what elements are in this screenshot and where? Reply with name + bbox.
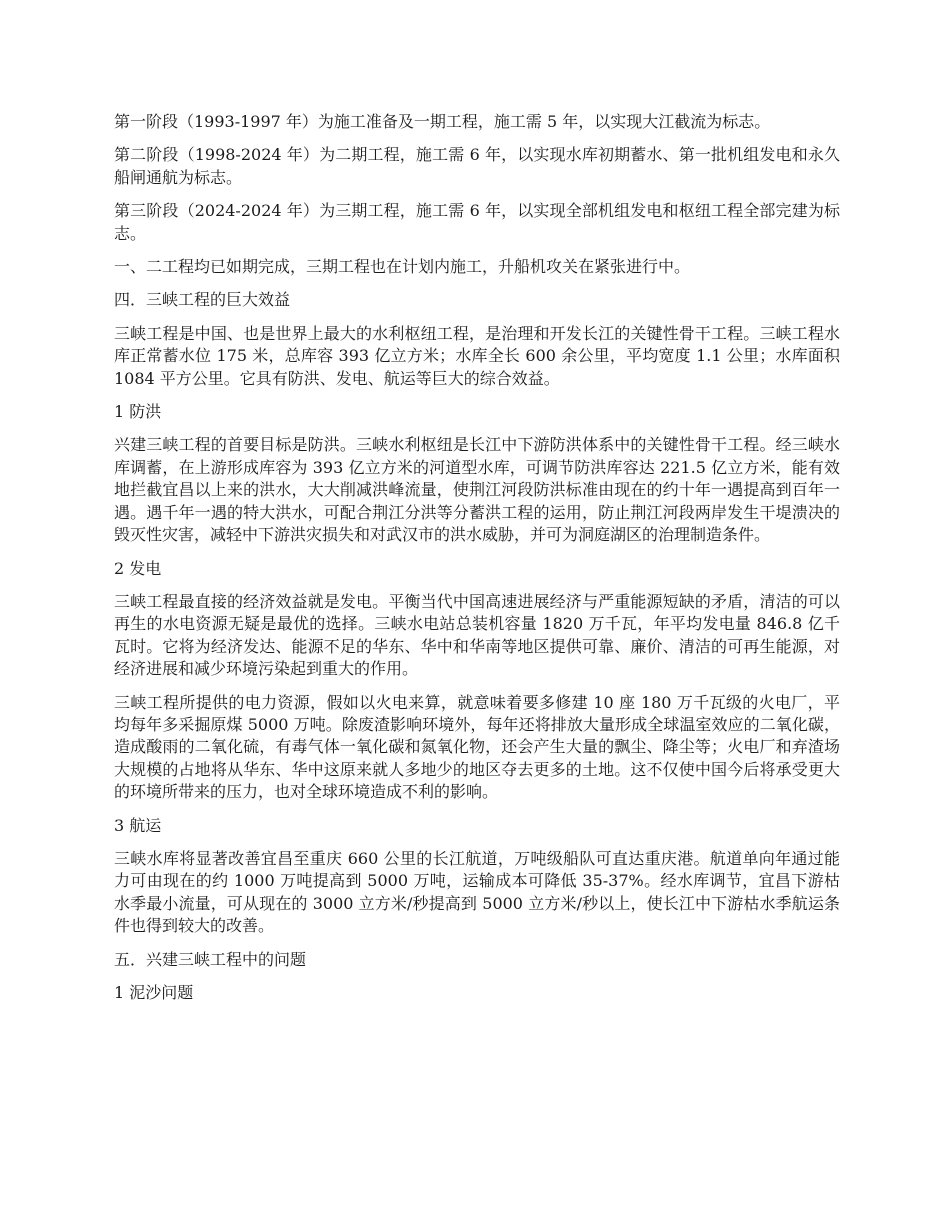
paragraph-phase-1: 第一阶段（1993-1997 年）为施工准备及一期工程，施工需 5 年，以实现大江截流为标志。 (114, 112, 771, 131)
subheading-sediment: 1 泥沙问题 (114, 983, 194, 1002)
subheading-power-generation: 2 发电 (114, 558, 162, 578)
document-body (114, 111, 840, 1015)
paragraph-phase-2: 第二阶段（1998-2024 年）为二期工程，施工需 6 年，以实现水库初期蓄水、第一批机组发电和永久船闸通航为标志。 (114, 145, 840, 187)
paragraph-navigation: 三峡水库将显著改善宜昌至重庆 660 公里的长江航道，万吨级船队可直达重庆港。航道单向年通过能力可由现在的约 1000 万吨提高到 5000 万吨，运输成本可降低 35-37%。经水库调节，宜昌下游枯水季最小流量，可从现在的 3000 立方米/秒提高到 5000 立方米/秒以上，使长江中下游枯水季航运条件也得到较大的改善。 (114, 848, 840, 936)
paragraph-progress: 一、二工程均已如期完成，三期工程也在计划内施工，升船机攻关在紧张进行中。 (114, 257, 691, 277)
subheading-navigation: 3 航运 (114, 815, 162, 835)
paragraph-flood-control: 兴建三峡工程的首要目标是防洪。三峡水利枢纽是长江中下游防洪体系中的关键性骨干工程。经三峡水库调蓄，在上游形成库容为 393 亿立方米的河道型水库，可调节防洪库容达 221.5 亿立方米，能有效地拦截宜昌以上来的洪水，大大削减洪峰流量，使荆江河段防洪标准由现在的约十年一遇提高到百年一遇。遇千年一遇的特大洪水，可配合荆江分洪等分蓄洪工程的运用，防止荆江河段两岸发生干堤溃决的毁灭性灾害，减轻中下游洪灾损失和对武汉市的洪水威胁，并可为洞庭湖区的治理制造条件。 (114, 435, 840, 545)
subheading-flood-control: 1 防洪 (114, 402, 162, 422)
paragraph-power-environment: 三峡工程所提供的电力资源，假如以火电来算，就意味着要多修建 10 座 180 万千瓦级的火电厂，平均每年多采掘原煤 5000 万吨。除废渣影响环境外，每年还将排放大量形成全球温室效应的二氧化碳，造成酸雨的二氧化硫，有毒气体一氧化碳和氮氧化物，还会产生大量的飘尘、降尘等；火电厂和弃渣场大规模的占地将从华东、华中这原来就人多地少的地区夺去更多的土地。这不仅使中国今后将承受更大的环境所带来的压力，也对全球环境造成不利的影响。 (114, 692, 840, 802)
paragraph-benefits-overview: 三峡工程是中国、也是世界上最大的水利枢纽工程，是治理和开发长江的关键性骨干工程。三峡工程水库正常蓄水位 175 米，总库容 393 亿立方米；水库全长 600 余公里，平均宽度 1.1 公里；水库面积 1084 平方公里。它具有防洪、发电、航运等巨大的综合效益。 (114, 323, 840, 388)
section-heading-problems: 五．兴建三峡工程中的问题 (114, 949, 307, 969)
section-heading-benefits: 四．三峡工程的巨大效益 (114, 290, 291, 310)
paragraph-phase-3: 第三阶段（2024-2024 年）为三期工程，施工需 6 年，以实现全部机组发电和枢纽工程全部完建为标志。 (114, 201, 840, 243)
paragraph-power-generation: 三峡工程最直接的经济效益就是发电。平衡当代中国高速进展经济与严重能源短缺的矛盾，清洁的可以再生的水电资源无疑是最优的选择。三峡水电站总装机容量 1820 万千瓦，年平均发电量 846.8 亿千瓦时。它将为经济发达、能源不足的华东、华中和华南等地区提供可靠、廉价、清洁的可再生能源，对经济进展和减少环境污染起到重大的作用。 (114, 591, 840, 679)
